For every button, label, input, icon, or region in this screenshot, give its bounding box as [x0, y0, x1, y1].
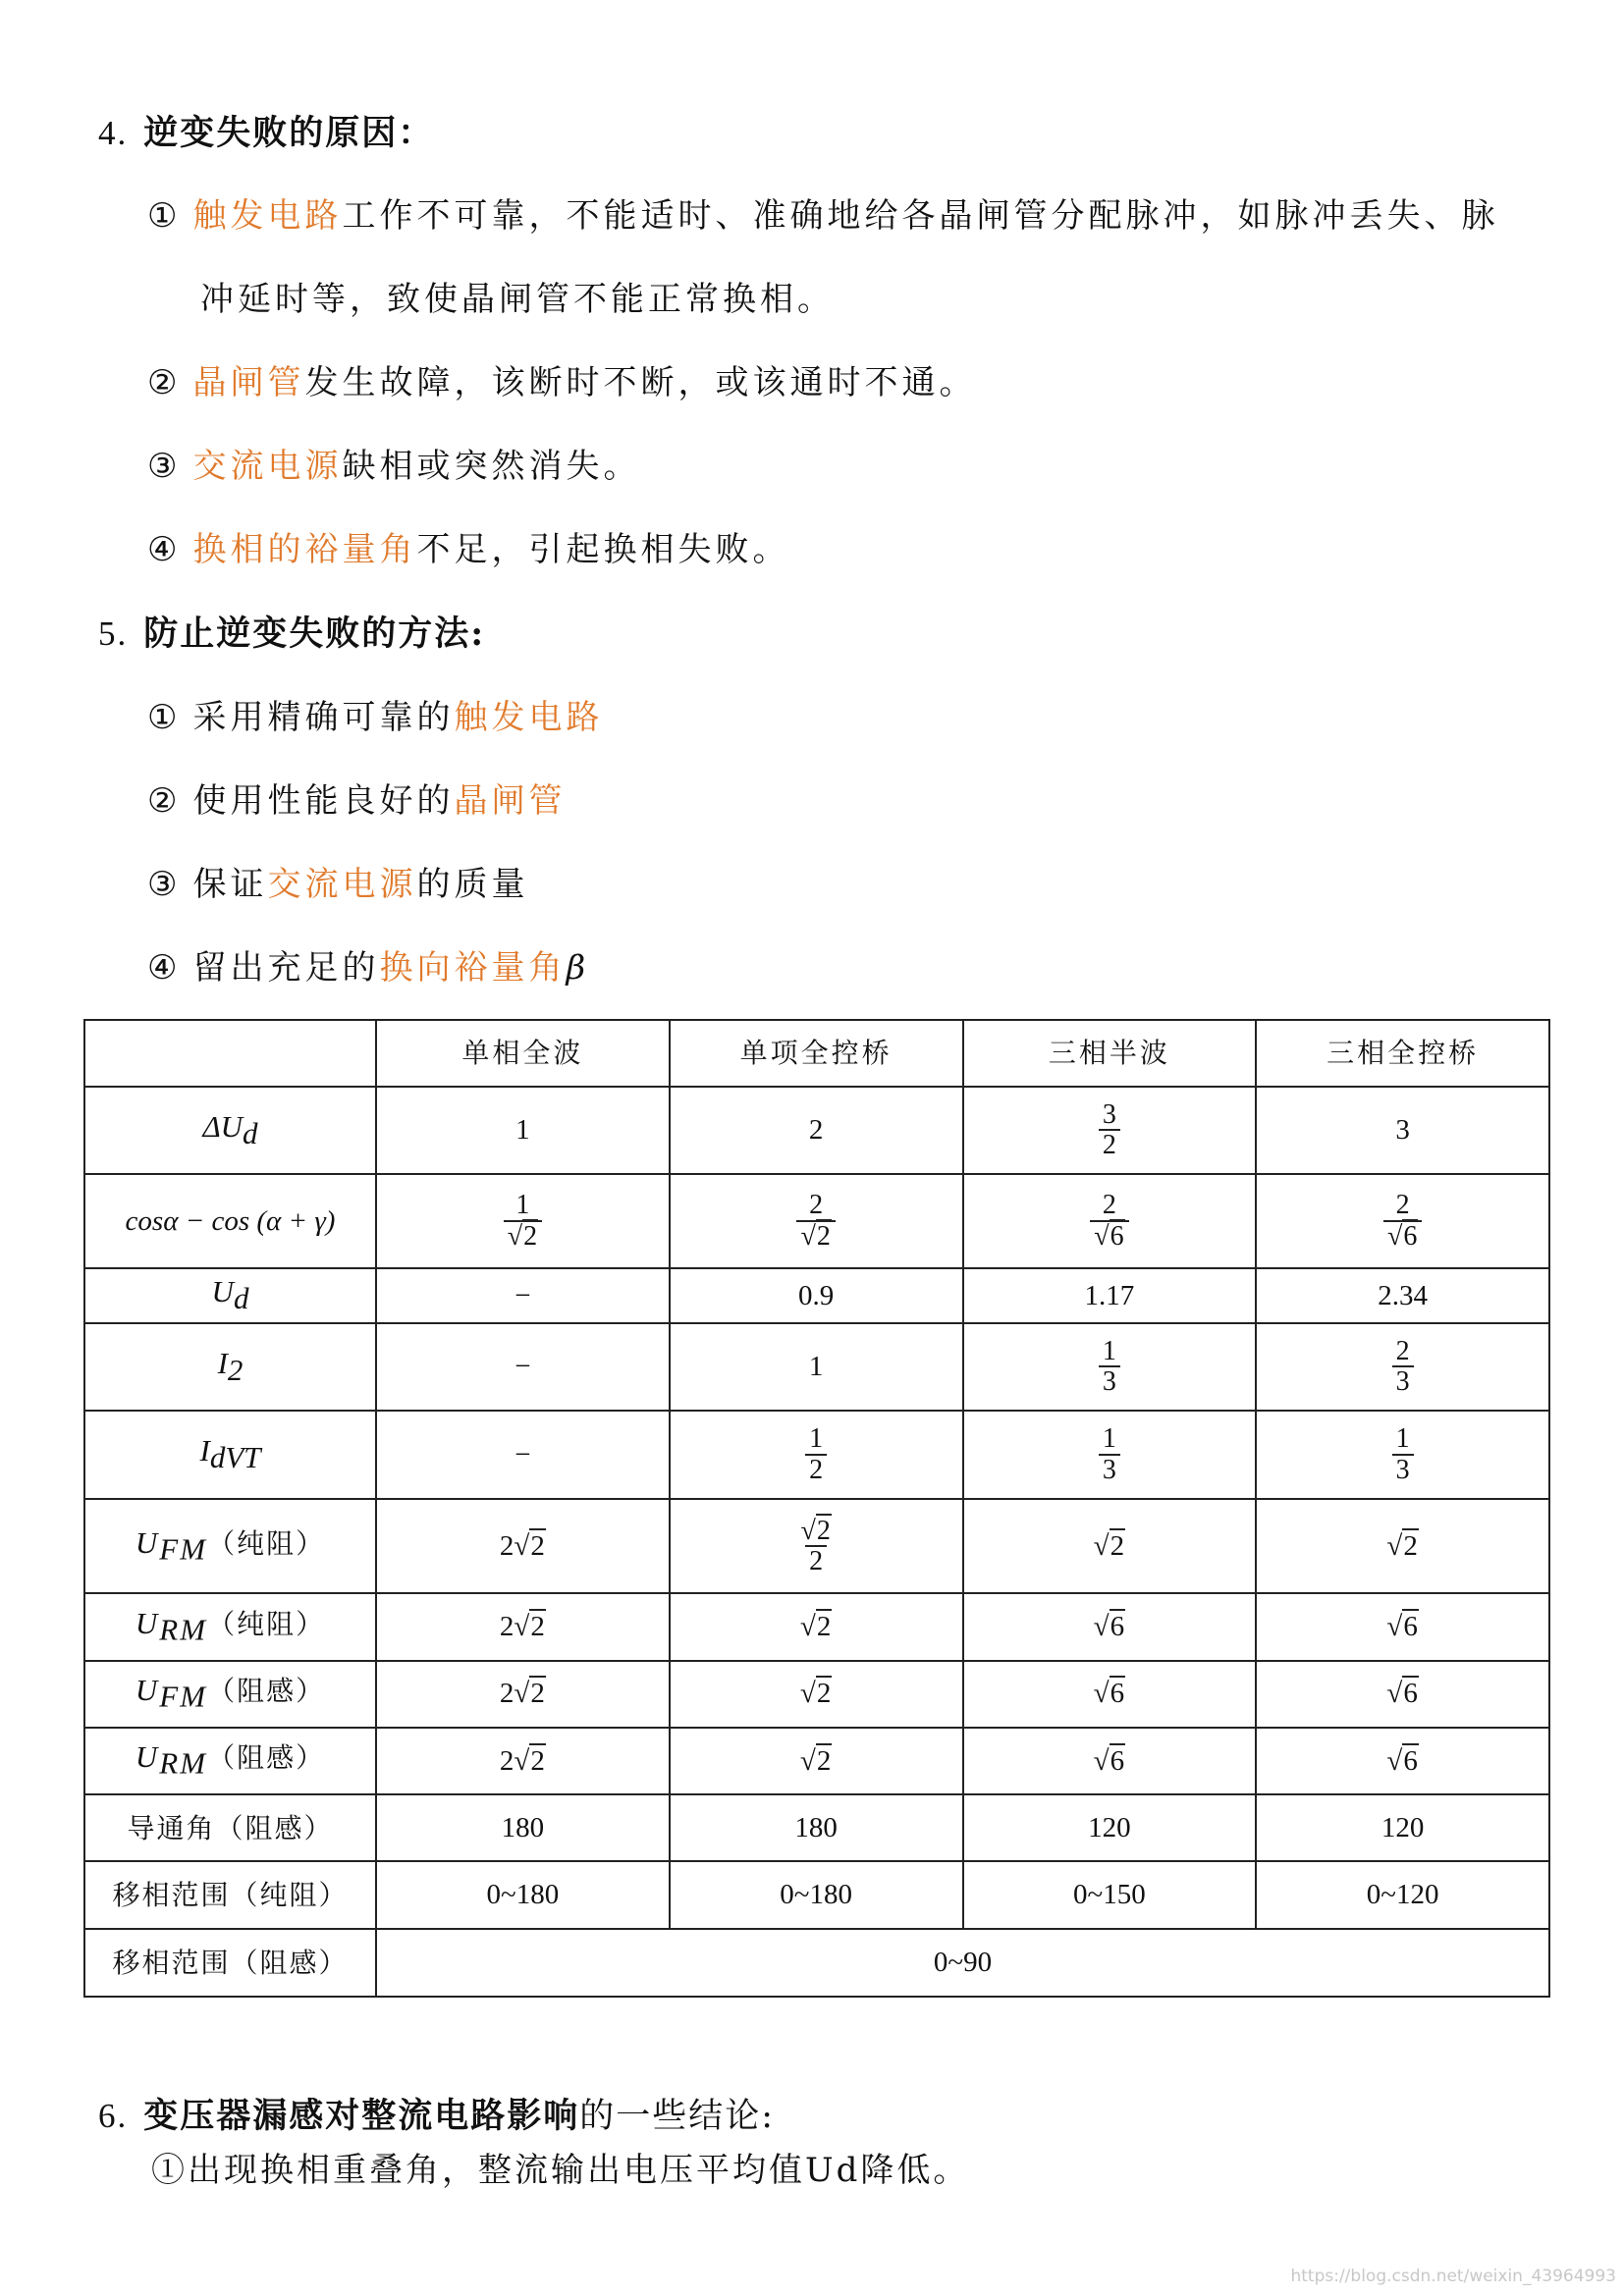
fraction: $\frac{2}{3}$ [1392, 1337, 1414, 1397]
fraction: $\frac{1}{√2}$ [504, 1191, 542, 1251]
table-cell: 2.34 [1256, 1268, 1549, 1323]
highlight-term: 触发电路 [192, 196, 343, 236]
row-label: $U_{FM}$（阻感） [84, 1661, 376, 1728]
table-row-cos-difference [84, 1174, 1549, 1268]
table-cell: 1.17 [963, 1268, 1257, 1323]
item-marker: ② [147, 363, 182, 402]
table-cell: 1 [670, 1323, 963, 1410]
section-title-bold: 变压器漏感对整流电路影响 [143, 2096, 580, 2136]
table-row-phase-range-inductive [84, 1929, 1549, 1997]
fraction: $\frac{2}{√6}$ [1383, 1191, 1422, 1251]
table-cell [963, 1087, 1257, 1173]
item-text-continued: 冲延时等，致使晶闸管不能正常换相。 [200, 280, 835, 319]
section-title-rest: 的一些结论: [579, 2097, 776, 2136]
item-marker: ① [147, 698, 182, 737]
section-4-heading [98, 106, 434, 155]
item-text: 留出充足的 [192, 948, 380, 988]
table-cell-merged: 0~90 [376, 1929, 1549, 1997]
table-row-delta-ud [84, 1087, 1549, 1173]
table-cell: − [376, 1411, 670, 1499]
highlight-term: 交流电源 [192, 447, 343, 486]
row-label: 移相范围（纯阻） [84, 1861, 376, 1928]
fraction: $\frac{√2}{2}$ [800, 1515, 831, 1577]
item-text-after: 的质量 [416, 865, 529, 904]
method-item-2 [147, 774, 566, 822]
row-label: cosα − cos (α + γ) [84, 1174, 376, 1268]
row-label: $U_{RM}$（纯阻） [84, 1593, 376, 1660]
cause-item-2 [147, 355, 976, 403]
table-cell: √2 [963, 1499, 1257, 1593]
fraction: $\frac{1}{3}$ [1099, 1337, 1120, 1397]
table-cell: 180 [670, 1794, 963, 1861]
method-item-3 [147, 857, 528, 905]
item-marker: ④ [147, 530, 182, 569]
cause-item-1-continued [200, 272, 835, 320]
table-cell [963, 1323, 1257, 1410]
table-row-urm-resistive [84, 1593, 1549, 1660]
highlight-term: 交流电源 [267, 865, 417, 904]
table-row-ud [84, 1268, 1549, 1323]
table-cell: √6 [963, 1661, 1257, 1728]
section-number: 6. [98, 2097, 129, 2135]
highlight-term: 触发电路 [454, 698, 604, 737]
fraction: $\frac{1}{3}$ [1099, 1424, 1120, 1484]
item-marker: ③ [147, 865, 182, 904]
table-cell: √6 [963, 1728, 1257, 1794]
method-item-4 [147, 940, 589, 988]
cause-item-3 [147, 439, 640, 487]
highlight-term: 晶闸管 [454, 781, 567, 821]
table-cell [963, 1174, 1257, 1268]
table-cell: 0.9 [670, 1268, 963, 1323]
table-row-idvt [84, 1411, 1549, 1499]
table-cell: 0~180 [670, 1861, 963, 1928]
fraction: $\frac{1}{2}$ [805, 1424, 827, 1484]
table-cell: √6 [1256, 1728, 1549, 1794]
section-title: 逆变失败的原因： [143, 113, 435, 153]
table-cell [670, 1174, 963, 1268]
table-cell [963, 1411, 1257, 1499]
rectifier-comparison-table [83, 1019, 1550, 1998]
highlight-term: 换向裕量角 [379, 948, 567, 988]
section-5-heading [98, 607, 485, 656]
item-text: 保证 [192, 865, 268, 904]
row-label: $I_2$ [84, 1323, 376, 1410]
table-cell: 120 [1256, 1794, 1549, 1861]
item-marker: ④ [147, 948, 182, 988]
row-label: $I_{dVT}$ [84, 1411, 376, 1499]
table-cell: 2√2 [376, 1593, 670, 1660]
item-marker: ① [147, 196, 182, 236]
item-marker: ③ [147, 447, 182, 486]
table-cell: 120 [963, 1794, 1257, 1861]
table-cell: √2 [670, 1593, 963, 1660]
table-row-conduction-angle [84, 1794, 1549, 1861]
conclusion-line-1: ①出现换相重叠角，整流输出电压平均值Ud降低。 [151, 2151, 970, 2190]
section-title: 防止逆变失败的方法: [143, 614, 486, 654]
header-cell: 三相全控桥 [1256, 1020, 1549, 1087]
table-cell [670, 1499, 963, 1593]
table-cell: 2√2 [376, 1728, 670, 1794]
table-cell [1256, 1323, 1549, 1410]
item-text: 使用性能良好的 [192, 781, 455, 821]
table-cell: √6 [963, 1593, 1257, 1660]
table-cell: 3 [1256, 1087, 1549, 1173]
item-text: 工作不可靠，不能适时、准确地给各晶闸管分配脉冲，如脉冲丢失、脉 [342, 196, 1499, 236]
item-text: 缺相或突然消失。 [342, 447, 641, 486]
row-label: $U_{FM}$（纯阻） [84, 1499, 376, 1593]
header-cell: 单项全控桥 [670, 1020, 963, 1087]
table-cell [376, 1174, 670, 1268]
fraction: $\frac{2}{√2}$ [796, 1191, 835, 1251]
table-row-phase-range-resistive [84, 1861, 1549, 1928]
item-text: 不足，引起换相失败。 [416, 530, 790, 569]
cause-item-4 [147, 522, 789, 570]
method-item-1 [147, 690, 603, 738]
table-cell: √2 [670, 1728, 963, 1794]
table-cell [670, 1411, 963, 1499]
table-row-urm-inductive [84, 1728, 1549, 1794]
row-label: $\Delta U_d$ [84, 1087, 376, 1173]
header-corner-cell [84, 1020, 376, 1087]
table-row-i2 [84, 1323, 1549, 1410]
cause-item-1 [147, 188, 1498, 237]
highlight-term: 换相的裕量角 [192, 530, 417, 569]
section-number: 4. [98, 114, 129, 152]
table-cell: 0~180 [376, 1861, 670, 1928]
table-cell: 1 [376, 1087, 670, 1173]
fraction: $\frac{1}{3}$ [1392, 1424, 1414, 1484]
table-cell: 0~120 [1256, 1861, 1549, 1928]
beta-symbol: β [566, 948, 590, 988]
table-cell: √6 [1256, 1593, 1549, 1660]
item-text: 采用精确可靠的 [192, 698, 455, 737]
table-cell: √2 [670, 1661, 963, 1728]
table-cell: 180 [376, 1794, 670, 1861]
table-cell: 2√2 [376, 1499, 670, 1593]
table-cell: √2 [1256, 1499, 1549, 1593]
highlight-term: 晶闸管 [192, 363, 305, 402]
fraction: $\frac{3}{2}$ [1099, 1100, 1120, 1160]
row-label: 导通角（阻感） [84, 1794, 376, 1861]
table-row-ufm-resistive [84, 1499, 1549, 1593]
header-cell: 单相全波 [376, 1020, 670, 1087]
row-label: $U_d$ [84, 1268, 376, 1323]
section-number: 5. [98, 614, 129, 653]
table-cell: √6 [1256, 1661, 1549, 1728]
table-cell: 2√2 [376, 1661, 670, 1728]
table-cell: 0~150 [963, 1861, 1257, 1928]
table-row-ufm-inductive [84, 1661, 1549, 1728]
table-cell [1256, 1174, 1549, 1268]
item-marker: ② [147, 781, 182, 821]
table-cell: − [376, 1323, 670, 1410]
watermark-text: https://blog.csdn.net/weixin_43964993 [1290, 2267, 1616, 2286]
table-header-row [84, 1020, 1549, 1087]
item-text: 发生故障，该断时不断，或该通时不通。 [304, 363, 977, 402]
table-cell [1256, 1411, 1549, 1499]
section-6-heading [98, 2089, 775, 2138]
row-label: 移相范围（阻感） [84, 1929, 376, 1997]
header-cell: 三相半波 [963, 1020, 1257, 1087]
table-cell: 2 [670, 1087, 963, 1173]
table-cell: − [376, 1268, 670, 1323]
fraction: $\frac{2}{√6}$ [1090, 1191, 1128, 1251]
row-label: $U_{RM}$（阻感） [84, 1728, 376, 1794]
